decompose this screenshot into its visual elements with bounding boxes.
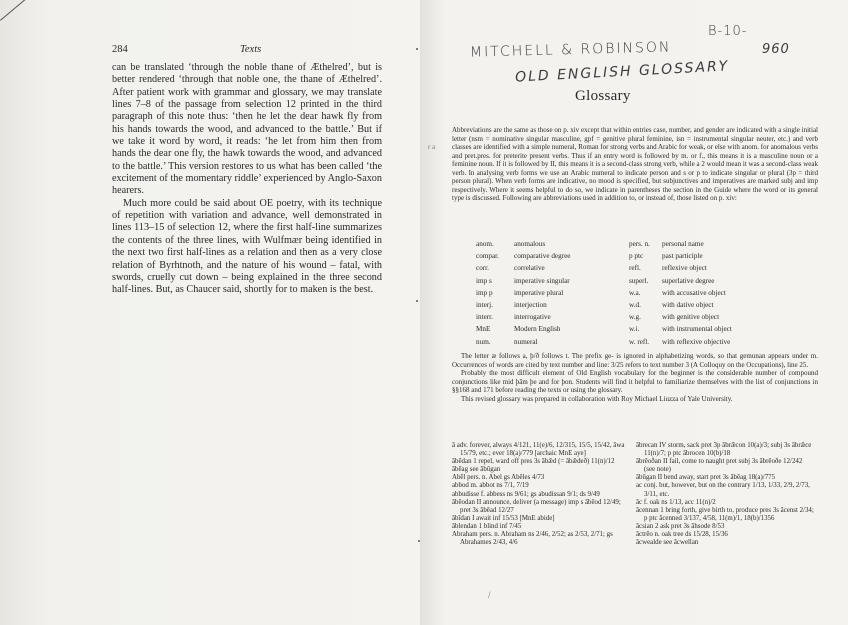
table-row [476, 325, 816, 337]
abbr-meaning: with genitive object [662, 313, 720, 322]
abbr: compar. [476, 252, 499, 261]
glossary-entry: abbudisse f. abbess ns 9/61; gs abudissan 9/1; ds 9/49 [452, 490, 600, 498]
abbr-meaning: past participle [662, 252, 703, 261]
left-body-text [112, 62, 382, 297]
handwritten-title: OLD ENGLISH GLOSSARY [514, 58, 730, 86]
abbr-meaning: imperative plural [514, 288, 564, 297]
abbr: interr. [476, 313, 493, 322]
abbr-meaning: interrogative [514, 313, 551, 322]
notes-paragraph: Probably the most difficult element of Old English vocabulary for the beginner is the considerable number of compound conjunctions like mid þām þe and for þon. Students will find it helpful to familiarize themselves with the list of conjunctions in §§168 and 171 before reading the texts or using the glossary. [452, 369, 818, 394]
glossary-entry: āblendan 1 blind inf 7/45 [452, 522, 522, 530]
abbr-meaning: with accusative object [662, 288, 726, 297]
abbr-meaning: with reflexive objective [662, 337, 731, 346]
abbr: corr. [476, 264, 489, 273]
glossary-intro [452, 126, 818, 203]
notes-paragraph: This revised glossary was prepared in collaboration with Roy Michael Liuzza of Yale University. [461, 394, 733, 403]
abbr-meaning: reflexive object [662, 264, 707, 273]
abbr: interj. [476, 300, 493, 309]
abbr-meaning: interjection [514, 300, 547, 309]
abbr-meaning: with dative object [662, 300, 714, 309]
abbr: superl. [629, 276, 649, 285]
glossary-entry: ācwealde see ācwellan [636, 539, 699, 547]
abbr: w.g. [629, 313, 641, 322]
abbr: MnE [476, 325, 491, 334]
abbr: imp p [476, 288, 493, 297]
glossary-entry: ābrēoðan II fail, come to naught pret subj 3s ābrēoðe 12/242 (see note) [636, 458, 803, 474]
abbr: imp s [476, 276, 492, 285]
glossary-entry: ā adv. forever, always 4/121, 11(e)/6, 12/315, 15/5, 15/42, āwa 15/79, etc.; ever 18(a)/779 [archaic MnE aye] [452, 442, 625, 458]
glossary-notes [452, 352, 818, 403]
handwritten-ref-top: B-10- [708, 24, 748, 39]
table-row [476, 252, 816, 264]
abbr: w. refl. [629, 337, 650, 346]
table-row [476, 240, 816, 252]
glossary-entry: ābūgan II bend away, start pret 3s ābēag 18(a)/775 [636, 474, 776, 482]
spine-dot [418, 540, 420, 542]
glossary-entry: ābēodan II announce, deliver (a message) imp s ābēod 12/49; pret 3s ābēad 12/27 [452, 498, 621, 514]
glossary-entry: ābrecan IV storm, sack pret 3p ābrǣcon 10(a)/3; subj 3s ābrǣce 11(n)/7; p ptc ābrocen 10(b)/18 [636, 442, 812, 458]
abbr: p ptc [629, 252, 644, 261]
glossary-entry: Abēl pers. n. Abel gs Abēles 4/73 [452, 474, 545, 482]
abbr-meaning: Modern English [514, 325, 561, 334]
abbr-meaning: with instrumental object [662, 325, 732, 334]
abbr-meaning: comparative degree [514, 252, 571, 261]
glossary-entry: ācsian 2 ask pret 3s āhsode 8/53 [636, 522, 725, 530]
abbr: w.a. [629, 288, 641, 297]
glossary-entry: ācennan 1 bring forth, give birth to, produce pres 3s ācenst 2/34; p ptc ācenned 3/137, 4/58, 11(m)/1, 18(b)/1356 [636, 506, 814, 522]
spine-dot [416, 48, 418, 50]
body-paragraph: can be translated ‘through the noble thane of Æthelred’, but is better rendered ‘through that noble one, the thane of Æthelred’. After patient work with grammar and glossary, we may translate lines 7–8 of the passage from selection 12 printed in the third paragraph of this note thus: ‘then he let the dear hawk fly from his hands towards the wood, and advanced to the battle.’ But if we take it word by word, it reads: ‘he let from him then from hands the dear one fly, the hawk towards the wood, and advanced to the battle.’ This version restores to us what has been called ‘the excitement of the momentary riddle’ experienced by Anglo-Saxon hearers. [112, 62, 382, 197]
table-row [476, 277, 816, 289]
handwritten-ref-bottom: 960 [762, 42, 790, 57]
glossary-entry: abbod m. abbot ns 7/1, 7/19 [452, 482, 529, 490]
table-row [476, 313, 816, 325]
margin-mark: r a [428, 143, 436, 151]
spine-dot [416, 300, 418, 302]
abbr: num. [476, 337, 491, 346]
abbr-meaning: correlative [514, 264, 545, 273]
abbr: w.d. [629, 300, 641, 309]
abbr-meaning: anomalous [514, 240, 546, 248]
body-paragraph: Much more could be said about OE poetry, with its technique of repetition with variation and advance, well demonstrated in lines 113–15 of selection 12, where the first half-line summarizes the contents of the three lines, with Wulfmær being identified in the next two first half-lines as a relation and then as a very close relation of Byrhtnoth, and the nature of his wound – fatal, with swords, cruelly cut down – being explained in the three second half-lines. But, as Chaucer said, shortly for to maken is the best. [112, 197, 382, 296]
abbr: anom. [476, 240, 494, 248]
abbr: pers. n. [629, 240, 650, 248]
abbr-meaning: numeral [514, 337, 538, 346]
glossary-entry: ābēag see ābūgan [452, 466, 501, 474]
abbr-meaning: imperative singular [514, 276, 570, 285]
glossary-title: Glossary [575, 88, 631, 104]
table-row [476, 264, 816, 276]
table-row [476, 301, 816, 313]
table-row [476, 289, 816, 301]
glossary-entry: ac conj. but, however, but on the contrary 1/13, 1/33, 2/9, 2/73, 3/11, etc. [636, 482, 810, 498]
table-row [476, 338, 816, 350]
glossary-entry: ābēdan 1 repel, ward off pres 3s ābǣd (= ābǣdeð) 11(n)/12 [452, 458, 615, 466]
abbreviation-table [476, 240, 816, 350]
abbr: refl. [629, 264, 641, 273]
glossary-entry: Abraham pers. n. Abraham ns 2/46, 2/52; as 2/53, 2/71; gs Abrahames 2/43, 4/6 [452, 531, 613, 547]
abbr-meaning: superlative degree [662, 276, 715, 285]
glossary-entry: āc f. oak ns 1/13, acc 11(n)/2 [636, 498, 716, 506]
abbr: w.i. [629, 325, 640, 334]
glossary-entry: ābīdan I await inf 15/53 [MnE abide] [452, 514, 555, 522]
glossary-entry: āctrēo n. oak tree ds 15/28, 15/36 [636, 531, 728, 539]
page-number: 284 [112, 44, 128, 55]
entries-column-right [636, 442, 814, 547]
intro-paragraph: Abbreviations are the same as those on p. xiv except that within entries case, number, and gender are indicated with a single initial letter (nsm = nominative singular masculine, gpf = genitive plural feminine, isn = instrumental singular neuter, etc.) and verb classes are identified with a simple numeral, Roman for strong verbs and Arabic for weak, or else with anom. for anomalous verbs and pret.pres. for preterite present verbs. Thus if an entry word is followed by m. or f., this means it is a masculine noun or a feminine noun. If it is followed by II, this means it is a second-class strong verb, while a 2 would mean it was a second-class weak verb. In analysing verb forms we use an Arabic numeral to indicate person and s or p to indicate singular or plural (3p = third person plural). When verb forms are indicative, no mood is specified, but subjunctives and imperatives are marked subj and imp respectively. Where it seems helpful to do so, we indicate in parentheses the section in the Guide where the word or its general type is discussed. Following are abbreviations used in addition to, or instead of, those listed on p. xiv: [452, 126, 818, 202]
entries-column-left [452, 442, 630, 547]
running-title: Texts [240, 44, 262, 55]
abbr-meaning: personal name [662, 240, 704, 248]
notes-paragraph: The letter æ follows a, þ/ð follows t. The prefix ge- is ignored in alphabetizing words, so that gemunan appears under m. Occurrences of words are cited by text number and line: 3/25 refers to text number 3 (A Colloquy on the Occupations), line 25. [452, 352, 818, 369]
handwritten-authors: MITCHELL & ROBINSON [469, 39, 672, 61]
footer-mark: / [488, 590, 491, 600]
